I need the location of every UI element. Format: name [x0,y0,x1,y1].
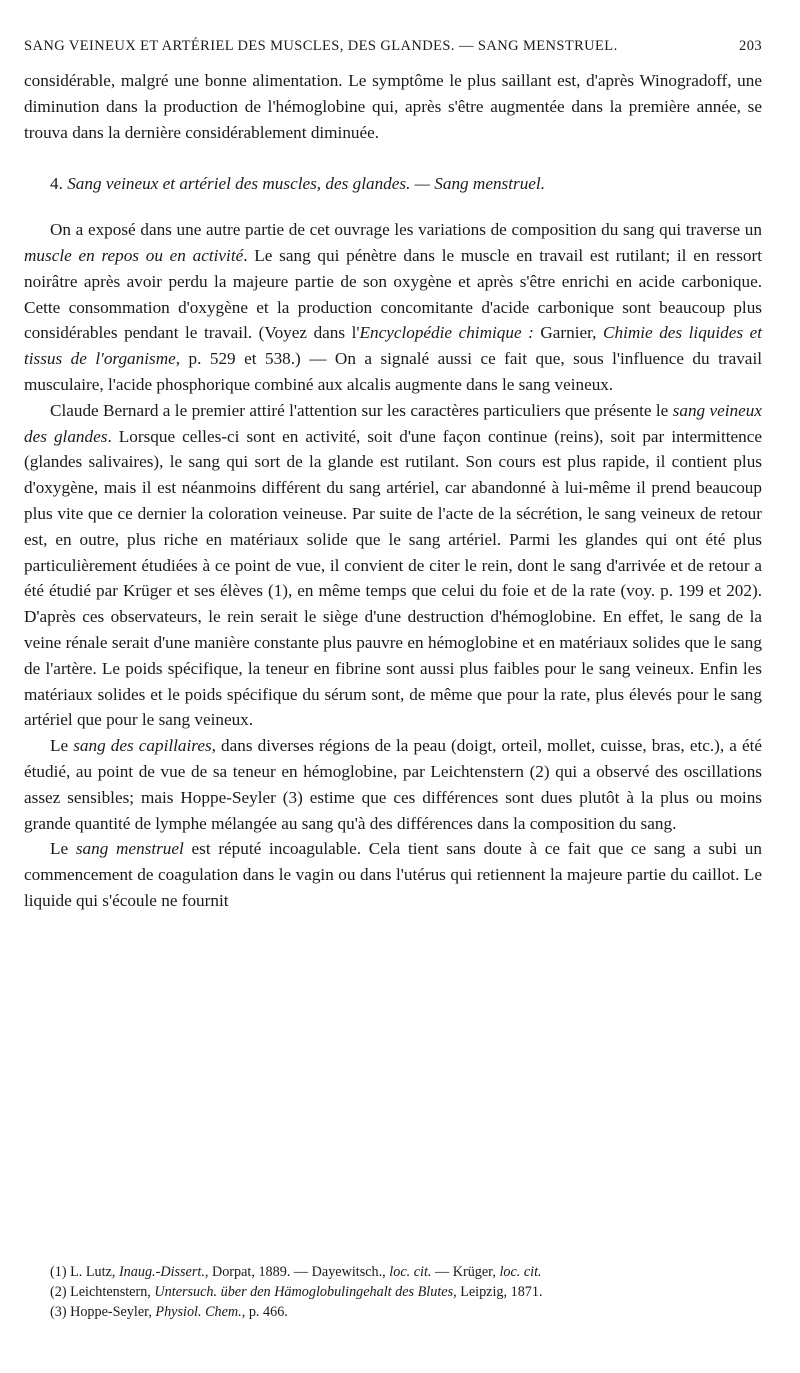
text-run: Hoppe-Seyler, [66,1304,156,1320]
paragraph-capillaires [24,733,762,836]
emphasis: muscle en repos ou en activité [24,245,244,265]
emphasis: sang des capillaires [73,736,212,756]
text-run: est réputé incoagulable. Cela tient sans doute à ce fait que ce sang a subi un commencement de coagulation dans le vagin ou dans l'utérus qui retiennent la majeure partie du caillot. Le liquide qui s'écoule ne fournit [24,839,762,910]
text-run: . Lorsque celles-ci sont en activité, soit d'une façon continue (reins), soit par intermittence (glandes salivaires), le sang qui sort de la glande est rutilant. Son cours est plus rapide, il contient plus d'oxygène, mais il est néanmoins différent du sang artériel, car abandonné à lui-même il prend beaucoup plus vite que ce dernier la coloration veineuse. Par suite de l'acte de la sécrétion, le sang veineux de retour est, en outre, plus riche en matériaux solide que le sang artériel. Parmi les glandes qui ont été plus particulièrement étudiées à ce point de vue, il convient de citer le rein, dont le sang d'arrivée et de retour a été étudié par Krüger et ses élèves (1), en même temps que celui du foie et de la rate (voy. p. 199 et 202). D'après ces observateurs, le rein serait le siège d'une destruction d'hémoglobine. En effet, le sang de la veine rénale serait d'une manière constante plus pauvre en hémoglobine et en matériaux solides que le sang de l'artère. Le poids spécifique, la teneur en fibrine sont aussi plus faibles pour le sang veineux. Enfin les matériaux solides et le poids spécifique du sérum sont, de même que pour la rate, plus élevés pour le sang artériel que pour le sang veineux. [24,426,762,730]
text-run: , p. 529 et 538.) — On a signalé aussi ce fait que, sous l'influence du travail musculaire, l'acide phosphorique combiné aux alcalis augmente dans le sang veineux. [24,349,762,394]
emphasis: Encyclopédie chimique : [359,323,534,343]
text-run: On a exposé dans une autre partie de cet ouvrage les variations de composition du sang qui traverse un [50,220,762,240]
text-run: Garnier, [533,323,604,343]
text-run: . Le sang qui pénètre dans le muscle en travail est rutilant; il en ressort noirâtre après avoir perdu la majeure partie de son oxygène et après s'être enrichi en acide carbonique. Cette consommation d'oxygène et la production concomitante d'acide carbonique sont beaucoup plus considérables pendant le travail. (Voyez dans l' [24,245,762,343]
section-number: 4. [50,174,63,194]
emphasis: sang menstruel [75,839,184,859]
paragraph-glandes [24,398,762,733]
text-run: , dans diverses régions de la peau (doigt, orteil, mollet, cuisse, bras, etc.), a été étudié, au point de vue de sa teneur en hémoglobine, par Leichtenstern (2) qui a observé des oscillations assez sensibles; mais Hoppe-Seyler (3) estime que ces différences sont dues plutôt à la plus ou moins grande quantité de lymphe mélangée au sang qu'à des différences dans la composition du sang. [24,736,762,833]
text-run: Leichtenstern, [66,1284,155,1300]
text-run: , p. 466. [241,1304,288,1320]
text-run: Le [50,736,74,756]
paragraph-menstruel [24,836,762,913]
section-title: Sang veineux et artériel des muscles, des glandes. — Sang menstruel. [67,174,546,194]
emphasis: Physiol. Chem. [155,1304,242,1320]
text-run: , Dorpat, 1889. — Dayewitsch., [204,1264,390,1280]
emphasis: loc. cit. [389,1264,432,1280]
emphasis: Inaug.-Dissert. [118,1264,205,1280]
emphasis: Untersuch. über den Hämoglobulingehalt des Blutes [154,1284,454,1300]
text-run: Le [50,839,76,859]
emphasis: Chimie des liquides et tissus de l'organisme [24,323,762,369]
intro-paragraph: considérable, malgré une bonne alimentation. Le symptôme le plus saillant est, d'après Winogradoff, une diminution dans la production de l'hémoglobine qui, après s'être augmentée dans la première année, se trouva dans la dernière considérablement diminuée. [24,71,762,142]
page-number: 203 [739,38,762,54]
text-run: Claude Bernard a le premier attiré l'attention sur les caractères particuliers que présente le [50,400,673,420]
footnote-number: (1) [50,1264,67,1280]
text-run: — Krüger, [431,1264,500,1280]
emphasis: sang veineux des glandes [24,400,762,446]
body-text [24,68,762,914]
emphasis: loc. cit. [499,1264,542,1280]
footnote-number: (3) [50,1304,67,1320]
text-run: , Leipzig, 1871. [453,1284,543,1300]
footnote [50,1282,762,1302]
section-heading [24,171,762,197]
text-run: L. Lutz, [66,1264,119,1280]
running-title: SANG VEINEUX ET ARTÉRIEL DES MUSCLES, DES GLANDES. — SANG MENSTRUEL. [24,38,618,54]
footnote [50,1302,762,1322]
footnote [50,1262,762,1282]
footnotes [50,1262,762,1322]
paragraph-muscles [24,217,762,398]
footnote-number: (2) [50,1284,67,1300]
running-head [24,38,762,55]
